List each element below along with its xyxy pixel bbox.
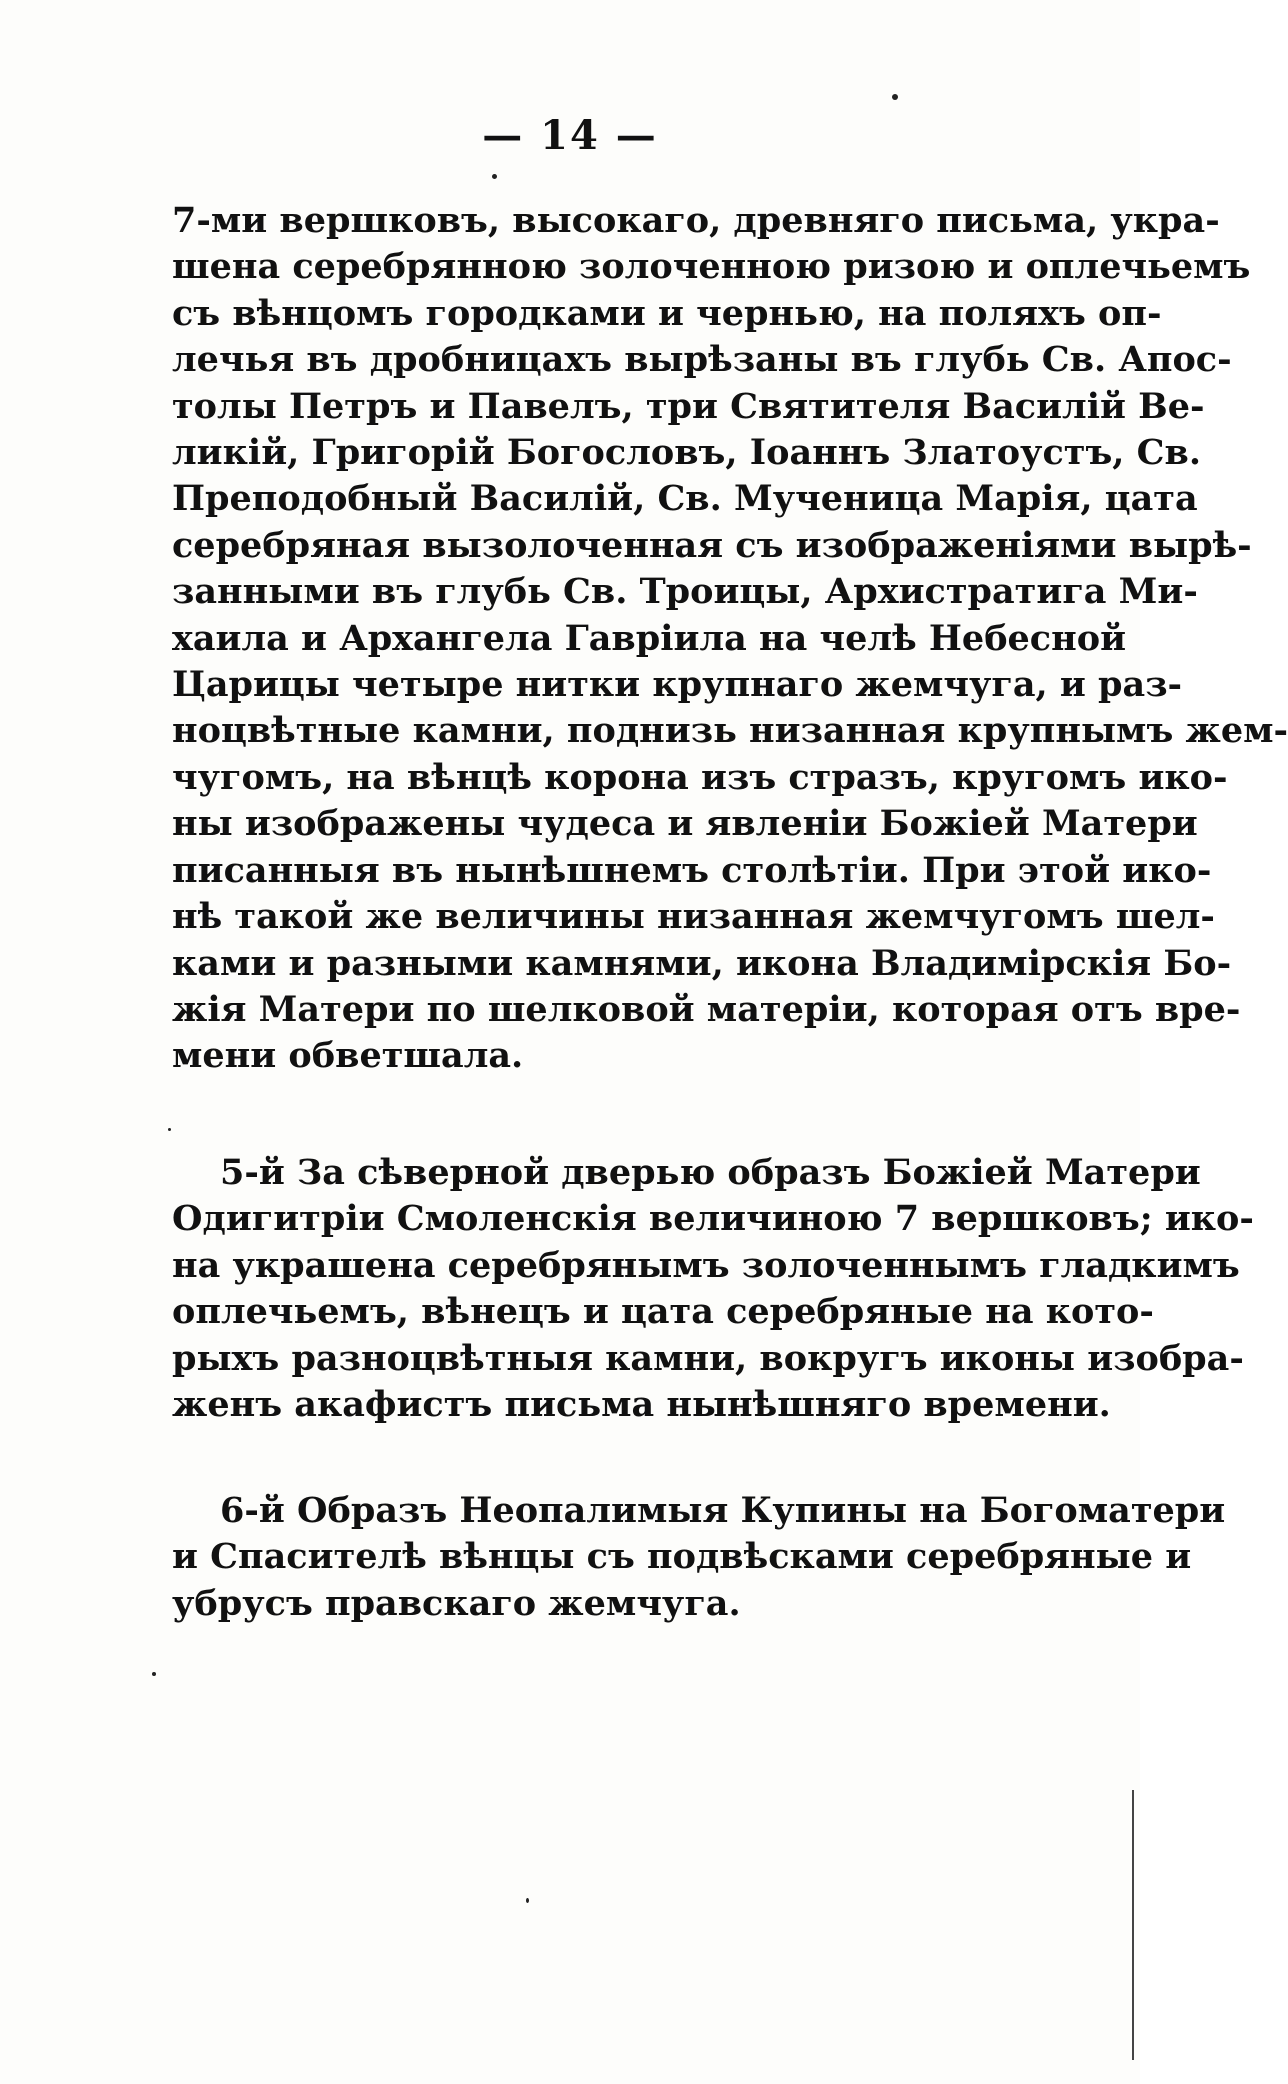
text-line: нѣ такой же величины низанная жемчугомъ шел-: [172, 896, 1215, 938]
text-line: занными въ глубь Св. Троицы, Архистратига Ми-: [172, 571, 1198, 613]
text-line: 6-й Образъ Неопалимыя Купины на Богоматери: [220, 1490, 1226, 1531]
text-line: 7-ми вершковъ, высокаго, древняго письма, укра-: [172, 200, 1220, 241]
text-line: лечья въ дробницахъ вырѣзаны въ глубь Св. Апос-: [172, 339, 1232, 381]
scan-speck: [152, 1672, 156, 1676]
text-line: чугомъ, на вѣнцѣ корона изъ стразъ, кругомъ ико-: [172, 756, 1228, 798]
text-line: съ вѣнцомъ городками и чернью, на поляхъ оп-: [172, 292, 1162, 334]
text-line: 5-й За сѣверной дверью образъ Божіей Матери: [220, 1152, 1201, 1193]
text-line: писанныя въ нынѣшнемъ столѣтіи. При этой ико-: [172, 849, 1212, 891]
paragraph-item-5: [172, 1150, 1254, 1428]
text-line: ны изображены чудеса и явленіи Божіей Матери: [172, 803, 1198, 845]
text-line: Царицы четыре нитки крупнаго жемчуга, и раз-: [172, 664, 1183, 706]
text-line: Преподобный Василій, Св. Мученица Марія, цата: [172, 478, 1198, 520]
text-line: и Спасителѣ вѣнцы съ подвѣсками серебряные и: [172, 1536, 1192, 1578]
text-line: мени обветшала.: [172, 1035, 524, 1077]
text-line: Одигитріи Смоленскія величиною 7 вершковъ; ико-: [172, 1198, 1254, 1240]
page-number: — 14 —: [482, 112, 658, 159]
text-line: шена серебрянною золоченною ризою и оплечьемъ: [172, 246, 1251, 288]
scan-speck: [168, 1128, 171, 1131]
text-line: убрусъ правскаго жемчуга.: [172, 1582, 741, 1624]
text-line: на украшена серебрянымъ золоченнымъ гладкимъ: [172, 1244, 1240, 1286]
text-line: ликій, Григорій Богословъ, Іоаннъ Златоустъ, Св.: [172, 432, 1202, 474]
scan-speck: [492, 174, 497, 179]
scan-speck: [526, 1898, 529, 1903]
text-line: хаила и Архангела Гавріила на челѣ Небесной: [172, 617, 1127, 659]
text-line: жія Матери по шелковой матеріи, которая отъ вре-: [172, 988, 1241, 1030]
scan-speck: [892, 94, 898, 100]
text-line: ноцвѣтные камни, поднизь низанная крупнымъ жем-: [172, 710, 1288, 752]
text-line: рыхъ разноцвѣтныя камни, вокругъ иконы изобра-: [172, 1337, 1244, 1379]
text-line: ками и разными камнями, икона Владимірскія Бо-: [172, 942, 1232, 984]
text-line: толы Петръ и Павелъ, три Святителя Василій Ве-: [172, 385, 1205, 427]
paragraph-item-6: [172, 1488, 1226, 1627]
text-line: серебряная вызолоченная съ изображеніями вырѣ-: [172, 524, 1252, 566]
text-line: оплечьемъ, вѣнецъ и цата серебряные на кото-: [172, 1291, 1154, 1333]
text-line: женъ акафистъ письма нынѣшняго времени.: [172, 1384, 1111, 1426]
scan-edge-line: [1132, 1790, 1134, 2060]
paragraph-icon-description: [172, 198, 1288, 1080]
